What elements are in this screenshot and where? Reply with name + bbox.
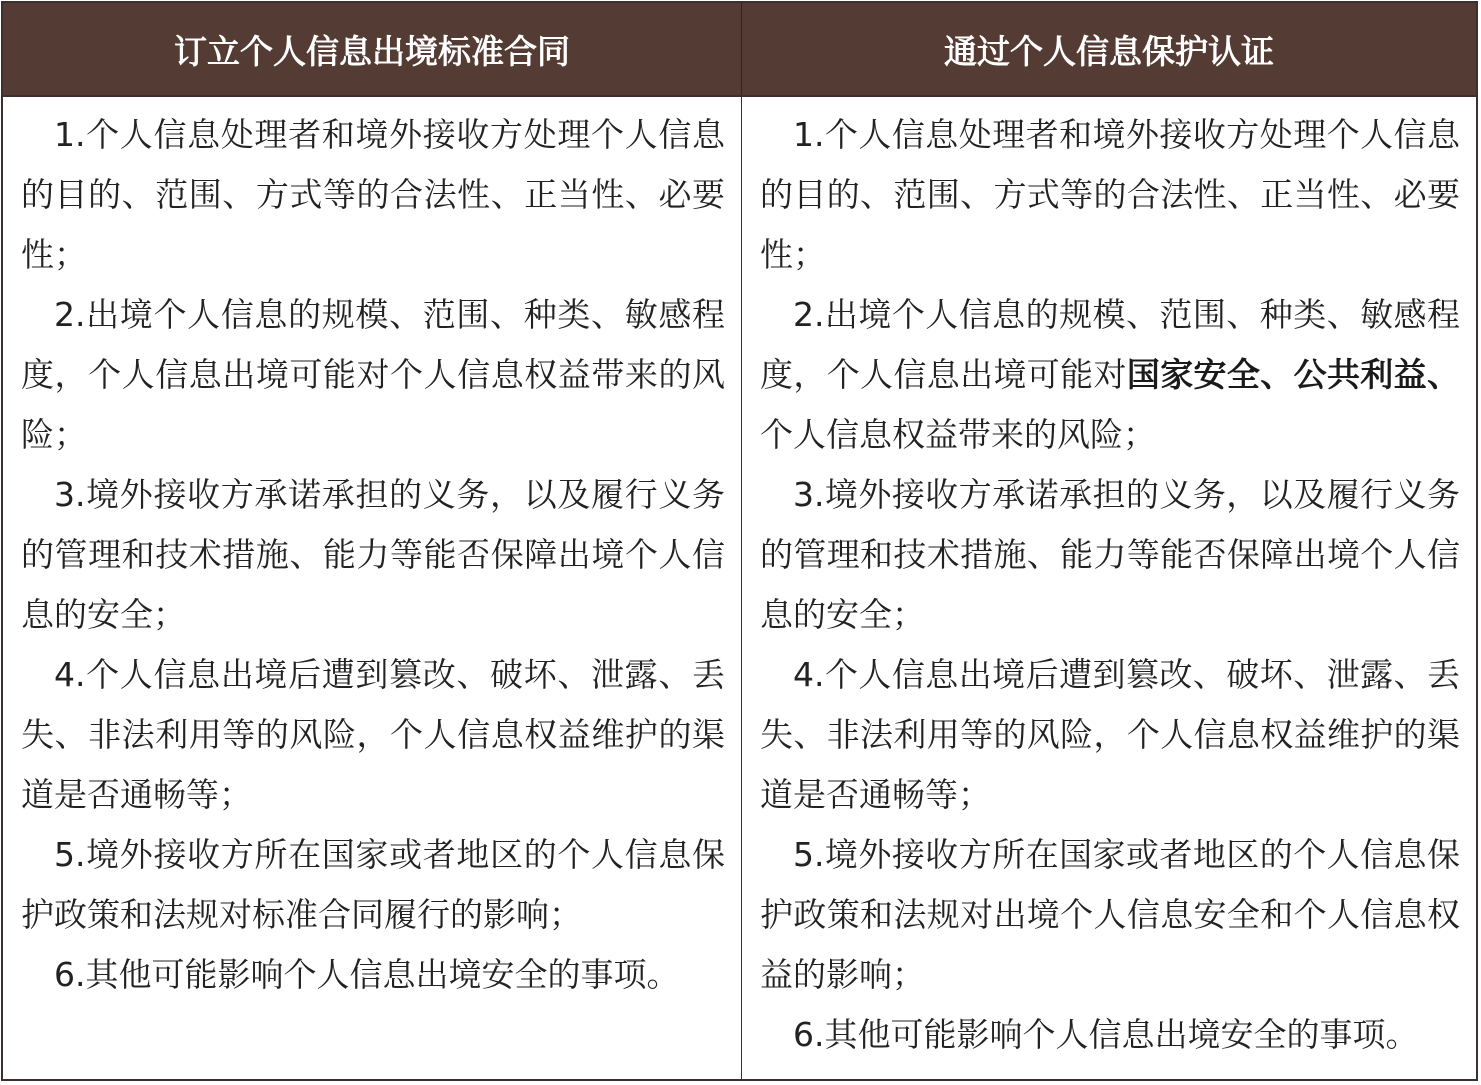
- list-item: 5.境外接收方所在国家或者地区的个人信息保护政策和法规对标准合同履行的影响；: [21, 835, 725, 934]
- header-standard-contract: [3, 3, 742, 95]
- header-certification-label: 通过个人信息保护认证: [944, 31, 1274, 71]
- list-item-highlight: 国家安全、公共利益、: [1126, 355, 1461, 394]
- list-item: 1.个人信息处理者和境外接收方处理个人信息的目的、范围、方式等的合法性、正当性、必要性；: [21, 115, 725, 274]
- list-item: 6.其他可能影响个人信息出境安全的事项。: [54, 955, 680, 994]
- header-certification: [742, 3, 1476, 95]
- list-item: 4.个人信息出境后遭到篡改、破坏、泄露、丢失、非法利用等的风险，个人信息权益维护的渠道是否通畅等；: [21, 655, 725, 814]
- list-item: 5.境外接收方所在国家或者地区的个人信息保护政策和法规对出境个人信息安全和个人信息权益的影响；: [760, 835, 1460, 994]
- list-item: 3.境外接收方承诺承担的义务，以及履行义务的管理和技术措施、能力等能否保障出境个人信息的安全；: [760, 475, 1460, 634]
- comparison-table: [1, 1, 1478, 1081]
- list-item-text: 个人信息权益带来的风险；: [760, 415, 1156, 454]
- list-item-text: 2.出境个人信息的规模、范围、种类、敏感程度，个人信息出境可能对: [760, 295, 1460, 394]
- list-item: 2.出境个人信息的规模、范围、种类、敏感程度，个人信息出境可能对个人信息权益带来的风险；: [21, 295, 725, 454]
- standard-contract-column: [3, 95, 742, 1079]
- list-item: 1.个人信息处理者和境外接收方处理个人信息的目的、范围、方式等的合法性、正当性、必要性；: [760, 115, 1460, 274]
- list-item: 6.其他可能影响个人信息出境安全的事项。: [793, 1015, 1419, 1054]
- certification-column: [742, 95, 1476, 1079]
- list-item: [760, 285, 1460, 465]
- list-item: 3.境外接收方承诺承担的义务，以及履行义务的管理和技术措施、能力等能否保障出境个人信息的安全；: [21, 475, 725, 634]
- header-standard-contract-label: 订立个人信息出境标准合同: [174, 31, 570, 71]
- list-item: 4.个人信息出境后遭到篡改、破坏、泄露、丢失、非法利用等的风险，个人信息权益维护的渠道是否通畅等；: [760, 655, 1460, 814]
